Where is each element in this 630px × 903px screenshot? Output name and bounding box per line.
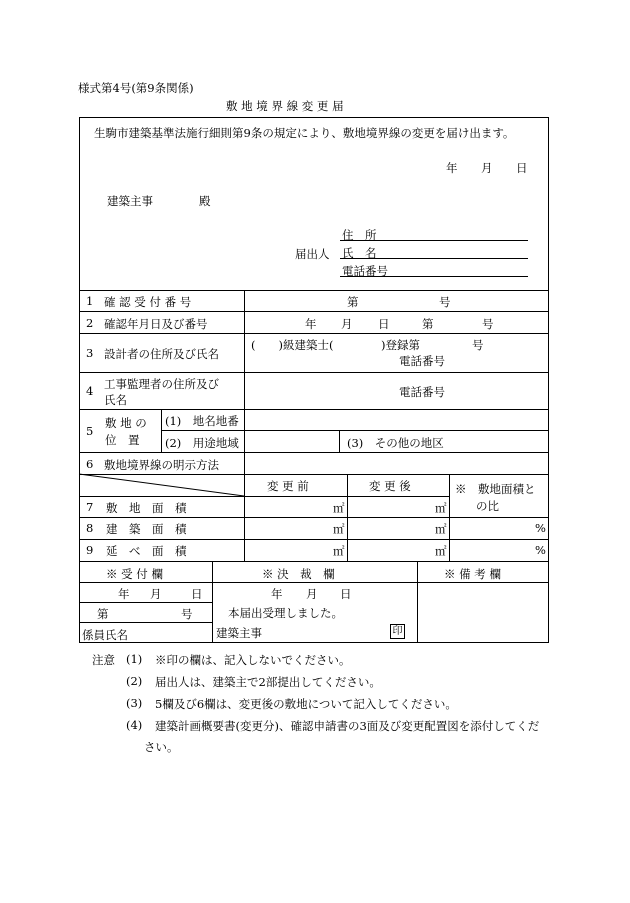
note1-text: ※印の欄は、記入しないでください。	[155, 653, 351, 667]
row5-label-line1: 敷 地 の	[105, 416, 147, 430]
reception-day: 日	[191, 587, 203, 601]
notes-label: 注意	[92, 653, 115, 667]
form-title: 敷 地 境 界 線 変 更 届	[226, 99, 344, 113]
header-before: 変 更 前	[267, 479, 309, 493]
form-number: 様式第4号(第9条関係)	[78, 81, 194, 95]
reception-year: 年	[118, 587, 130, 601]
addressee-label: 建築主事	[107, 194, 153, 208]
row1-number: 1	[86, 294, 94, 308]
row1-label: 確 認 受 付 番 号	[104, 295, 192, 309]
official-label: 建築主事	[216, 626, 262, 640]
accepted-text: 本届出受理しました。	[228, 606, 343, 620]
row9-percent: %	[535, 543, 546, 557]
intro-text: 生駒市建築基準法施行細則第9条の規定により、敷地境界線の変更を届け出ます。	[94, 126, 515, 140]
row2-go: 号	[482, 317, 494, 331]
row7-number: 7	[86, 500, 94, 514]
row6-number: 6	[86, 457, 94, 471]
date-month: 月	[481, 161, 493, 175]
applicant-address-label: 住 所	[342, 228, 377, 242]
reception-go: 号	[181, 607, 193, 621]
row4-number: 4	[86, 384, 94, 398]
date-year: 年	[446, 161, 458, 175]
row9-unit-before: ㎡	[333, 544, 345, 558]
row8-number: 8	[86, 521, 94, 535]
reception-dai: 第	[97, 607, 109, 621]
note2-number: (2)	[126, 674, 143, 688]
row8-unit-after: ㎡	[435, 522, 447, 536]
row1-go: 号	[439, 295, 451, 309]
remarks-heading: ※ 備 考 欄	[444, 567, 501, 581]
header-after: 変 更 後	[369, 479, 411, 493]
row8-percent: %	[535, 521, 546, 535]
row4-label-line2: 氏名	[104, 393, 127, 407]
applicant-name-label: 氏 名	[342, 246, 377, 260]
addressee-honorific: 殿	[199, 194, 211, 208]
decision-day: 日	[340, 587, 352, 601]
note3-text: 5欄及び6欄は、変更後の敷地について記入してください。	[155, 697, 457, 711]
decision-year: 年	[271, 587, 283, 601]
header-ratio-line1: ※ 敷地面積と	[455, 482, 536, 496]
row5-other: (3) その他の地区	[347, 436, 444, 450]
date-day: 日	[516, 161, 528, 175]
row2-number: 2	[86, 316, 94, 330]
row3-label: 設計者の住所及び氏名	[104, 347, 219, 361]
applicant-phone-label: 電話番号	[342, 264, 388, 278]
reception-month: 月	[150, 587, 162, 601]
note2-text: 届出人は、建築主で2部提出してください。	[155, 675, 381, 689]
row5-number: 5	[86, 424, 94, 438]
row2-month: 月	[341, 317, 353, 331]
row8-label: 建 築 面 積	[106, 522, 187, 536]
note4-continuation: さい。	[144, 740, 179, 754]
note4-number: (4)	[126, 718, 143, 732]
row2-year: 年	[305, 317, 317, 331]
row2-dai: 第	[422, 317, 434, 331]
row5-youto: (2) 用途地域	[165, 436, 239, 450]
row8-unit-before: ㎡	[333, 522, 345, 536]
row1-dai: 第	[347, 295, 359, 309]
row4-label-line1: 工事監理者の住所及び	[104, 377, 219, 391]
row5-chiban: (1) 地名地番	[165, 414, 239, 428]
row7-unit-before: ㎡	[333, 501, 345, 515]
note4-text: 建築計画概要書(変更分)、確認申請書の3面及び変更配置図を添付してくだ	[155, 719, 540, 733]
row3-kyu: ( )級建築士(	[251, 338, 334, 352]
row2-day: 日	[378, 317, 390, 331]
row3-touroku: )登録第	[381, 338, 420, 352]
reception-heading: ※ 受 付 欄	[106, 567, 163, 581]
row4-phone: 電話番号	[399, 385, 445, 399]
seal-box: 印	[390, 624, 405, 639]
note3-number: (3)	[126, 696, 143, 710]
header-ratio-line2: の比	[476, 499, 499, 513]
row7-unit-after: ㎡	[435, 501, 447, 515]
decision-heading: ※ 決 裁 欄	[262, 567, 335, 581]
row5-label-line2: 位 置	[105, 433, 140, 447]
row6-label: 敷地境界線の明示方法	[104, 458, 219, 472]
staff-name-label: 係員氏名	[82, 628, 128, 642]
applicant-label: 届出人	[295, 247, 330, 261]
row7-label: 敷 地 面 積	[106, 501, 187, 515]
decision-month: 月	[306, 587, 318, 601]
row2-label: 確認年月日及び番号	[104, 317, 208, 331]
row3-phone: 電話番号	[399, 354, 445, 368]
row9-label: 延 べ 面 積	[106, 544, 187, 558]
note1-number: (1)	[126, 652, 143, 666]
row3-number: 3	[86, 346, 94, 360]
row9-unit-after: ㎡	[435, 544, 447, 558]
row3-go: 号	[472, 338, 484, 352]
row9-number: 9	[86, 543, 94, 557]
